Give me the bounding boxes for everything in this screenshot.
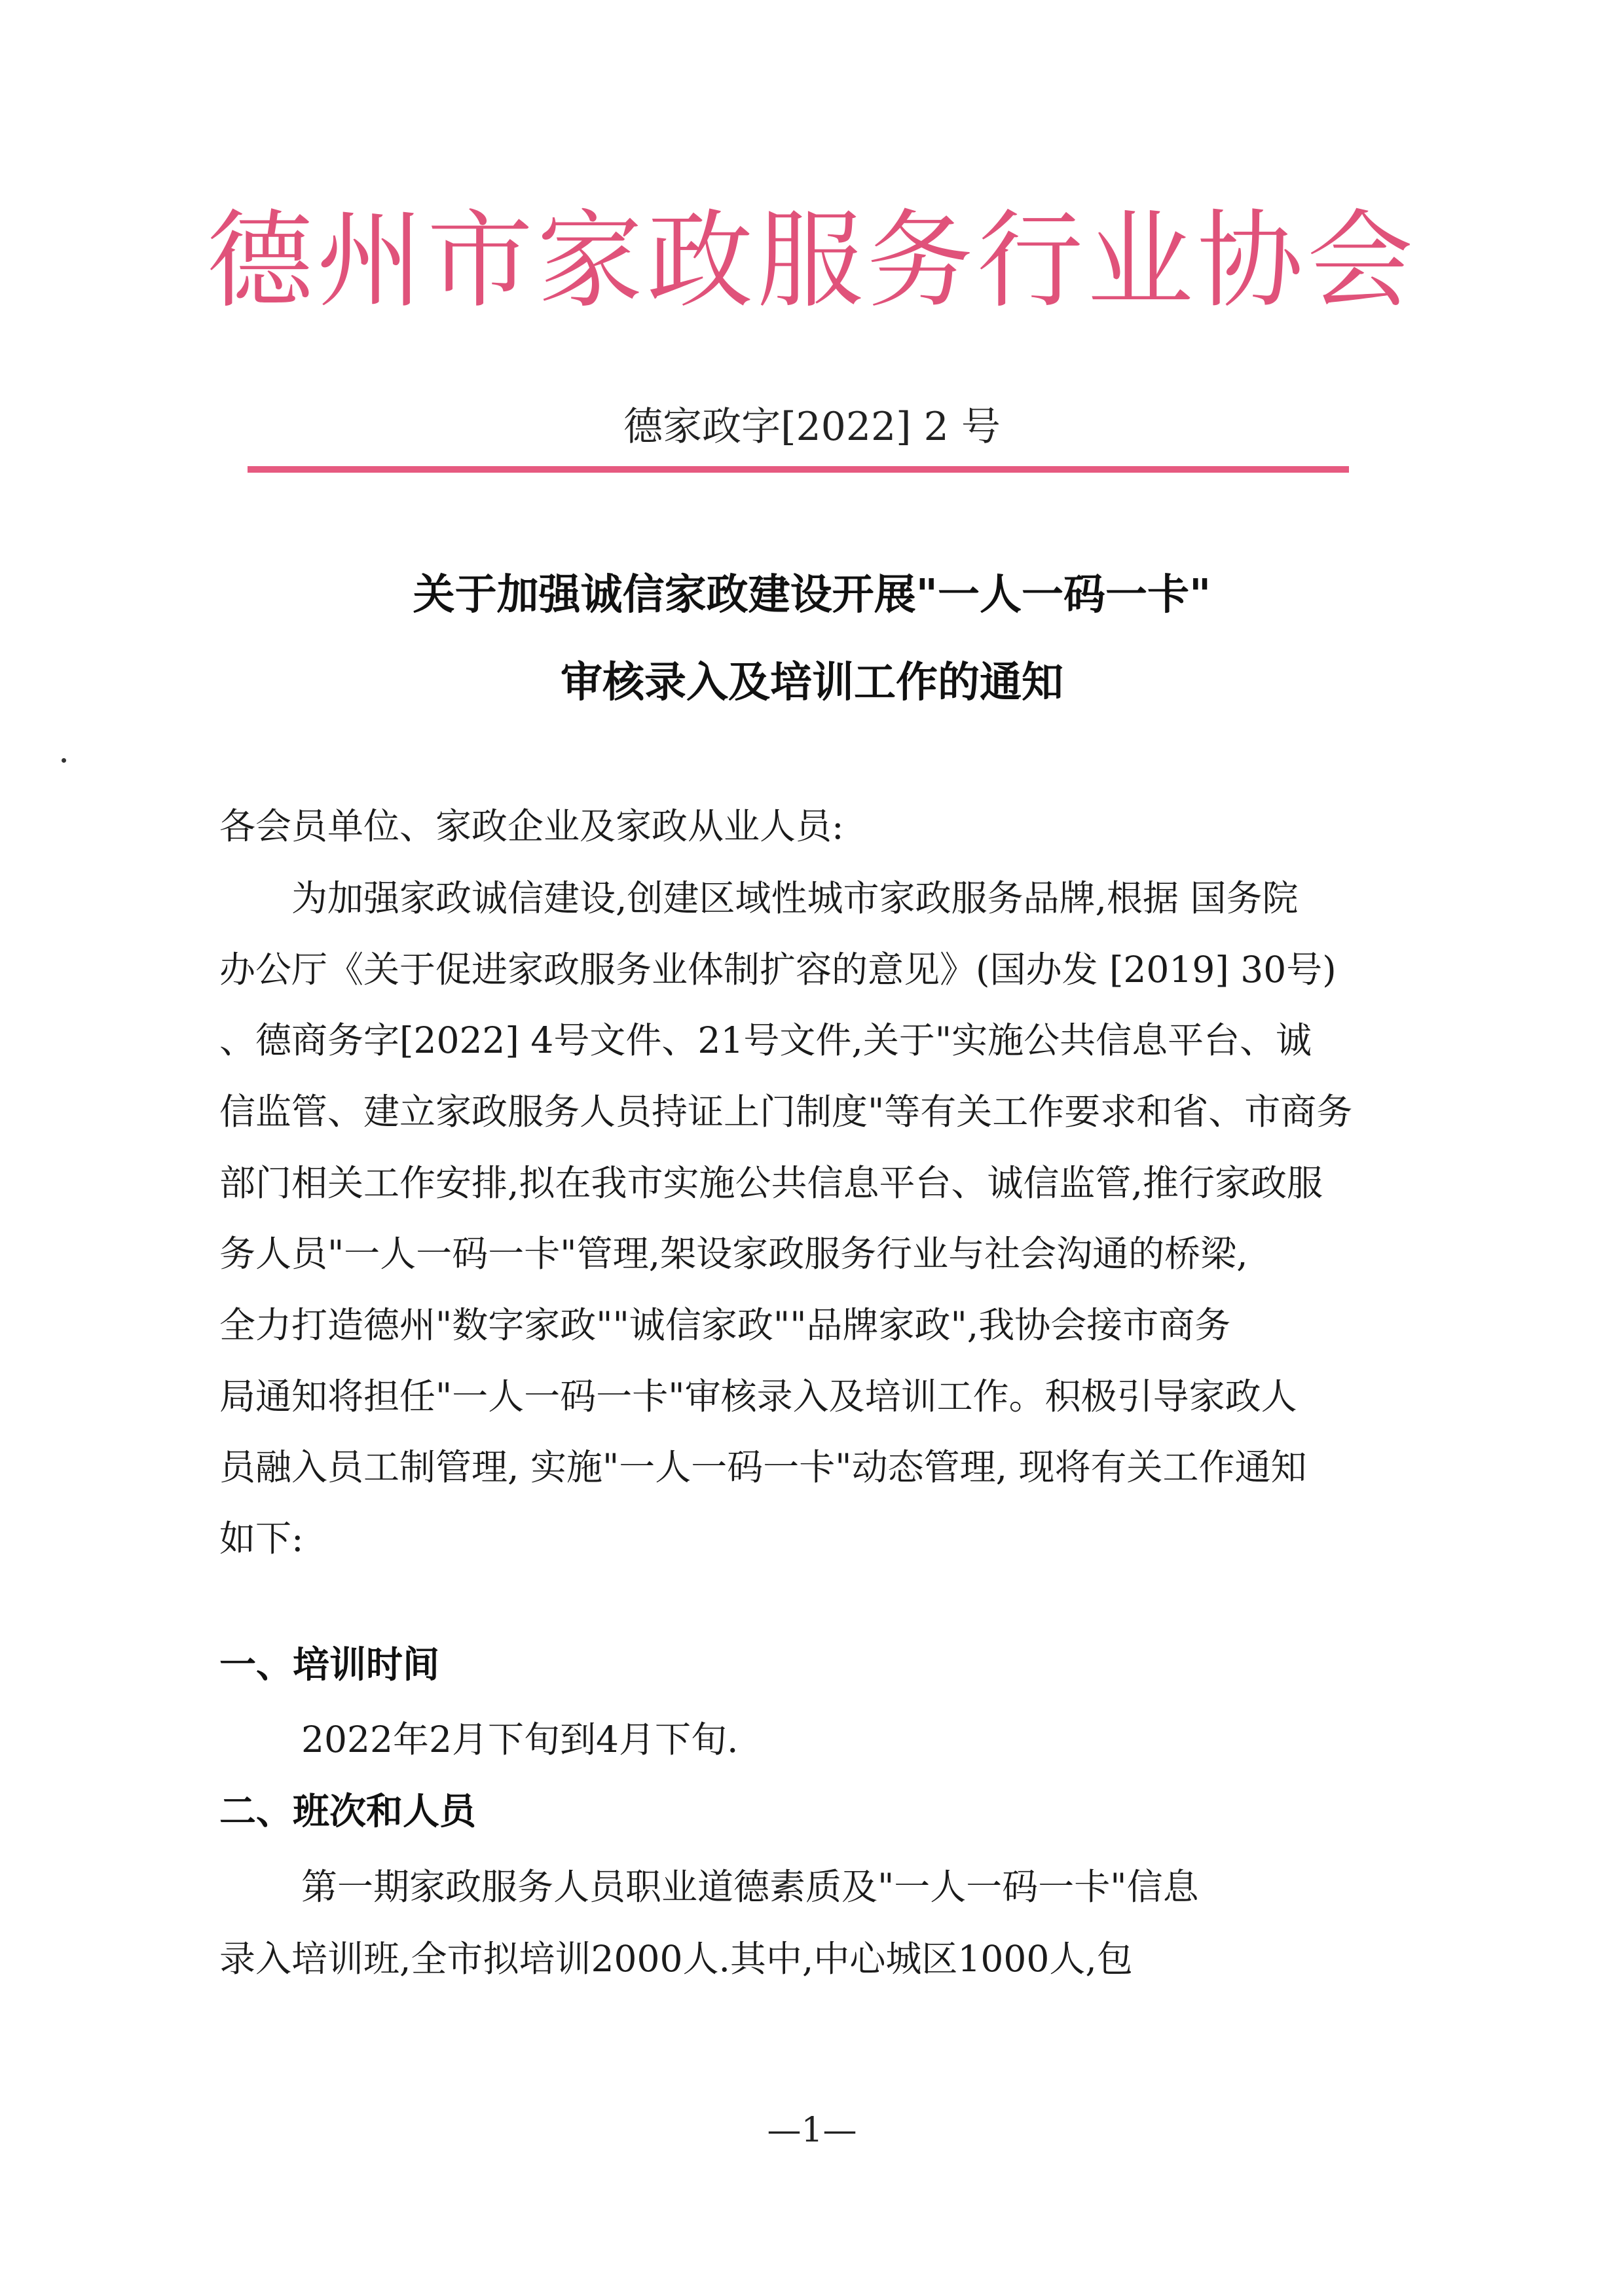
document-number: 德家政字[2022] 2 号 xyxy=(623,404,1001,450)
paragraph-line: 、德商务字[2022] 4号文件、21号文件,关于"实施公共信息平台、诚 xyxy=(219,1019,1312,1061)
paragraph-line: 部门相关工作安排,拟在我市实施公共信息平台、诚信监管,推行家政服 xyxy=(219,1162,1323,1204)
paragraph-line: 为加强家政诚信建设,创建区域性城市家政服务品牌,根据 国务院 xyxy=(291,877,1299,919)
page-number: —1— xyxy=(767,2111,857,2150)
scan-mark xyxy=(62,758,66,763)
section-heading-classes-and-personnel: 二、班次和人员 xyxy=(219,1791,476,1833)
document-title-line-1: 关于加强诚信家政建设开展"一人一码一卡" xyxy=(413,571,1211,619)
section2-line: 第一期家政服务人员职业道德素质及"一人一码一卡"信息 xyxy=(301,1866,1199,1908)
section2-line: 录入培训班,全市拟培训2000人.其中,中心城区1000人,包 xyxy=(219,1938,1133,1980)
paragraph-line: 如下: xyxy=(219,1518,304,1559)
organization-header: 德州市家政服务行业协会 xyxy=(207,200,1417,323)
paragraph-line: 务人员"一人一码一卡"管理,架设家政服务行业与社会沟通的桥梁, xyxy=(219,1233,1248,1275)
document-title-line-2: 审核录入及培训工作的通知 xyxy=(561,659,1063,707)
section-heading-training-time: 一、培训时间 xyxy=(219,1644,439,1686)
red-divider-line xyxy=(248,466,1349,473)
training-time-text: 2022年2月下旬到4月下旬. xyxy=(301,1719,739,1760)
paragraph-line: 局通知将担任"一人一码一卡"审核录入及培训工作。积极引导家政人 xyxy=(219,1376,1297,1417)
paragraph-line: 办公厅《关于促进家政服务业体制扩容的意见》(国办发 [2019] 30号) xyxy=(219,949,1337,991)
paragraph-line: 员融入员工制管理, 实施"一人一码一卡"动态管理, 现将有关工作通知 xyxy=(219,1446,1307,1488)
paragraph-line: 全力打造德州"数字家政""诚信家政""品牌家政",我协会接市商务 xyxy=(219,1304,1231,1346)
salutation: 各会员单位、家政企业及家政从业人员: xyxy=(219,805,844,847)
paragraph-line: 信监管、建立家政服务人员持证上门制度"等有关工作要求和省、市商务 xyxy=(219,1091,1353,1133)
